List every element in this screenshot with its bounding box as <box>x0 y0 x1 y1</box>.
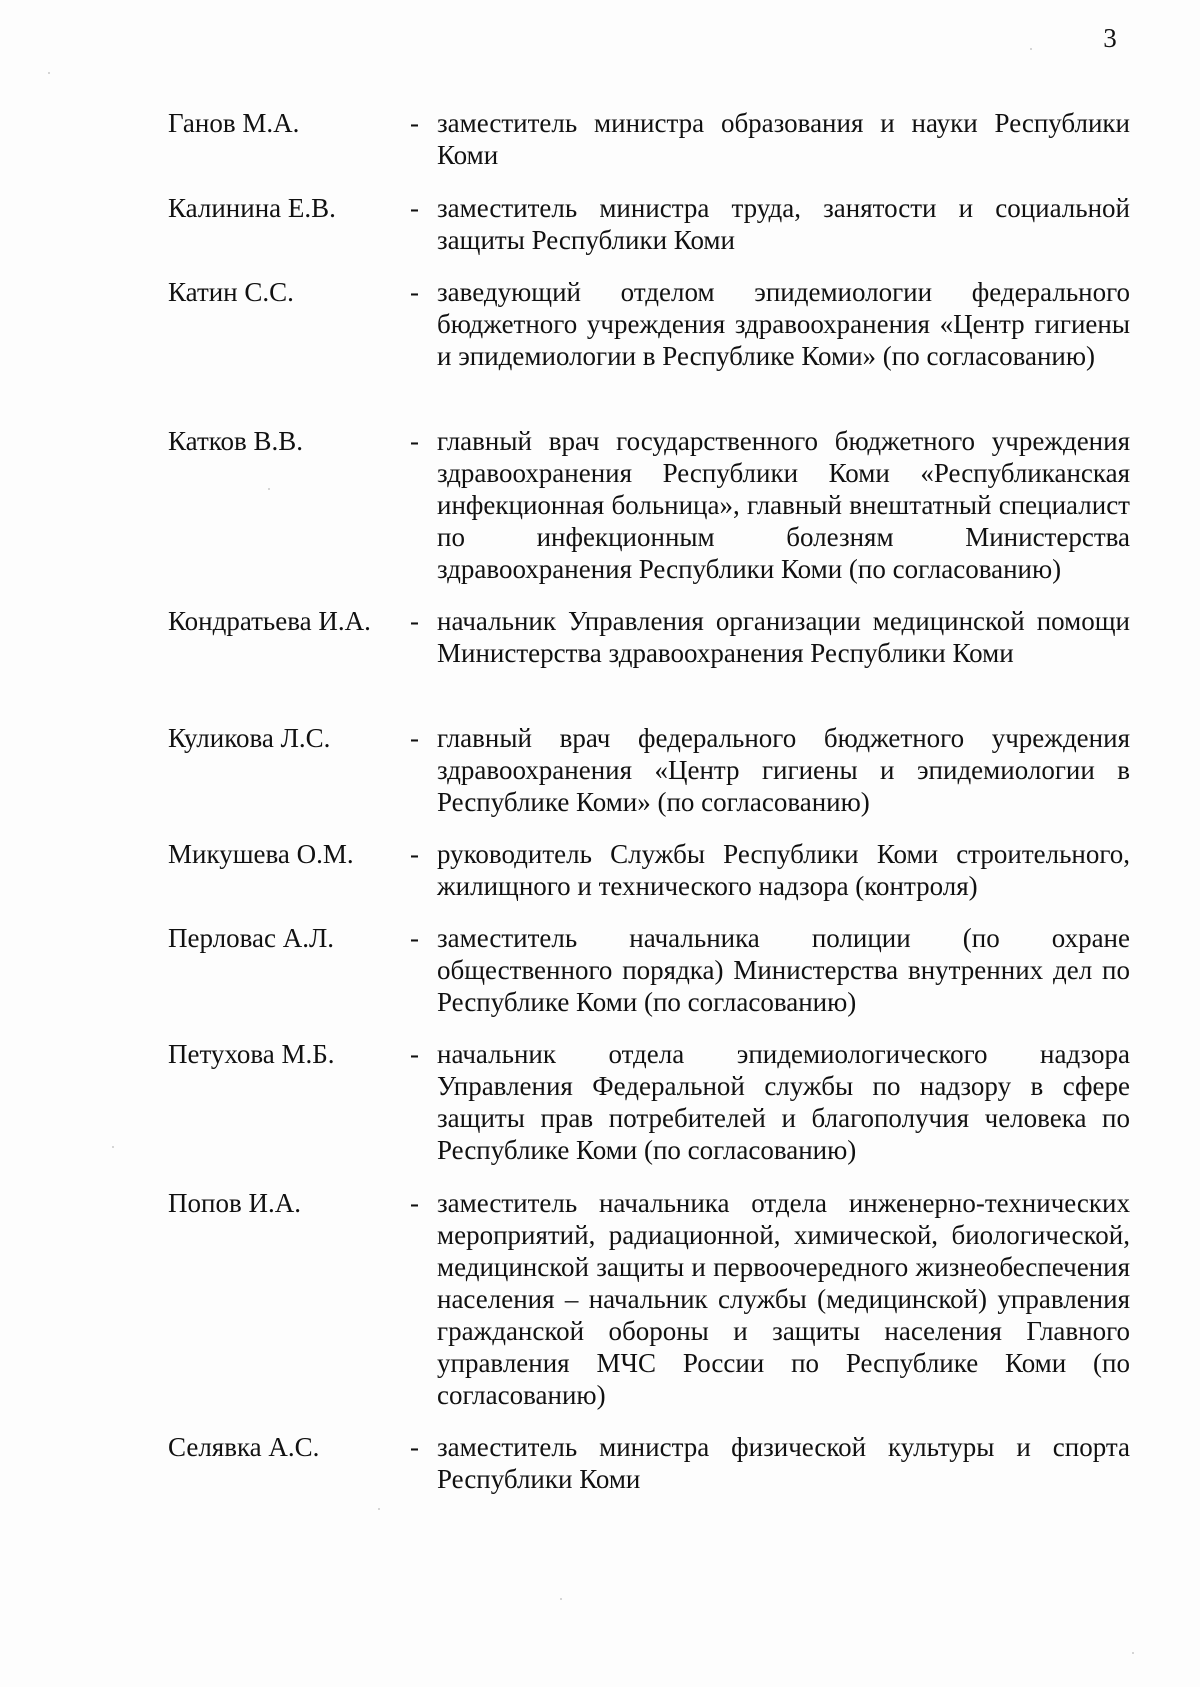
member-dash: - <box>410 1432 419 1462</box>
member-position: заместитель министра труда, занятости и социальной защиты Республики Коми <box>437 193 1130 255</box>
member-name: Перловас А.Л. <box>168 923 335 953</box>
member-dash: - <box>410 193 419 223</box>
member-position: заместитель министра образования и науки Республики Коми <box>437 108 1130 170</box>
scan-speck <box>268 488 270 490</box>
member-position: заместитель начальника отдела инженерно-технических мероприятий, радиационной, химической, биологической, медицинской защиты и первоочередного жизнеобеспечения населения – начальник службы (медицинской) управления гражданской обороны и защиты населения Главного управления МЧС России по Республике Коми (по согласованию) <box>437 1188 1130 1410</box>
scan-speck <box>560 1598 562 1600</box>
member-name: Калинина Е.В. <box>168 193 336 223</box>
member-name: Петухова М.Б. <box>168 1039 335 1069</box>
scan-speck <box>378 1508 380 1510</box>
member-dash: - <box>410 723 419 753</box>
member-dash: - <box>410 277 419 307</box>
member-name: Катин С.С. <box>168 277 294 307</box>
member-position: заместитель министра физической культуры и спорта Республики Коми <box>437 1432 1130 1494</box>
member-dash: - <box>410 426 419 456</box>
scan-speck <box>48 72 50 74</box>
member-dash: - <box>410 839 419 869</box>
member-name: Попов И.А. <box>168 1188 301 1218</box>
member-name: Селявка А.С. <box>168 1432 320 1462</box>
member-dash: - <box>410 606 419 636</box>
page-number: 3 <box>1103 23 1117 53</box>
scan-speck <box>112 1146 114 1148</box>
member-position: заведующий отделом эпидемиологии федерального бюджетного учреждения здравоохранения «Центр гигиены и эпидемиологии в Республике Коми» (по согласованию) <box>437 277 1130 371</box>
scan-speck <box>1132 1652 1134 1654</box>
scan-speck <box>1030 48 1032 50</box>
member-position: главный врач государственного бюджетного учреждения здравоохранения Республики Коми «Республиканская инфекционная больница», главный внештатный специалист по инфекционным болезням Министерства здравоохранения Республики Коми (по согласованию) <box>437 426 1130 584</box>
member-dash: - <box>410 1188 419 1218</box>
member-position: главный врач федерального бюджетного учреждения здравоохранения «Центр гигиены и эпидемиологии в Республике Коми» (по согласованию) <box>437 723 1130 817</box>
member-position: начальник отдела эпидемиологического надзора Управления Федеральной службы по надзору в сфере защиты прав потребителей и благополучия человека по Республике Коми (по согласованию) <box>437 1039 1130 1165</box>
member-name: Ганов М.А. <box>168 108 300 138</box>
member-name: Куликова Л.С. <box>168 723 331 753</box>
member-dash: - <box>410 1039 419 1069</box>
member-dash: - <box>410 923 419 953</box>
member-position: руководитель Службы Республики Коми строительного, жилищного и технического надзора (контроля) <box>437 839 1130 901</box>
member-position: заместитель начальника полиции (по охране общественного порядка) Министерства внутренних дел по Республике Коми (по согласованию) <box>437 923 1130 1017</box>
member-position: начальник Управления организации медицинской помощи Министерства здравоохранения Республики Коми <box>437 606 1130 668</box>
member-name: Микушева О.М. <box>168 839 354 869</box>
member-name: Кондратьева И.А. <box>168 606 371 636</box>
member-dash: - <box>410 108 419 138</box>
member-name: Катков В.В. <box>168 426 303 456</box>
